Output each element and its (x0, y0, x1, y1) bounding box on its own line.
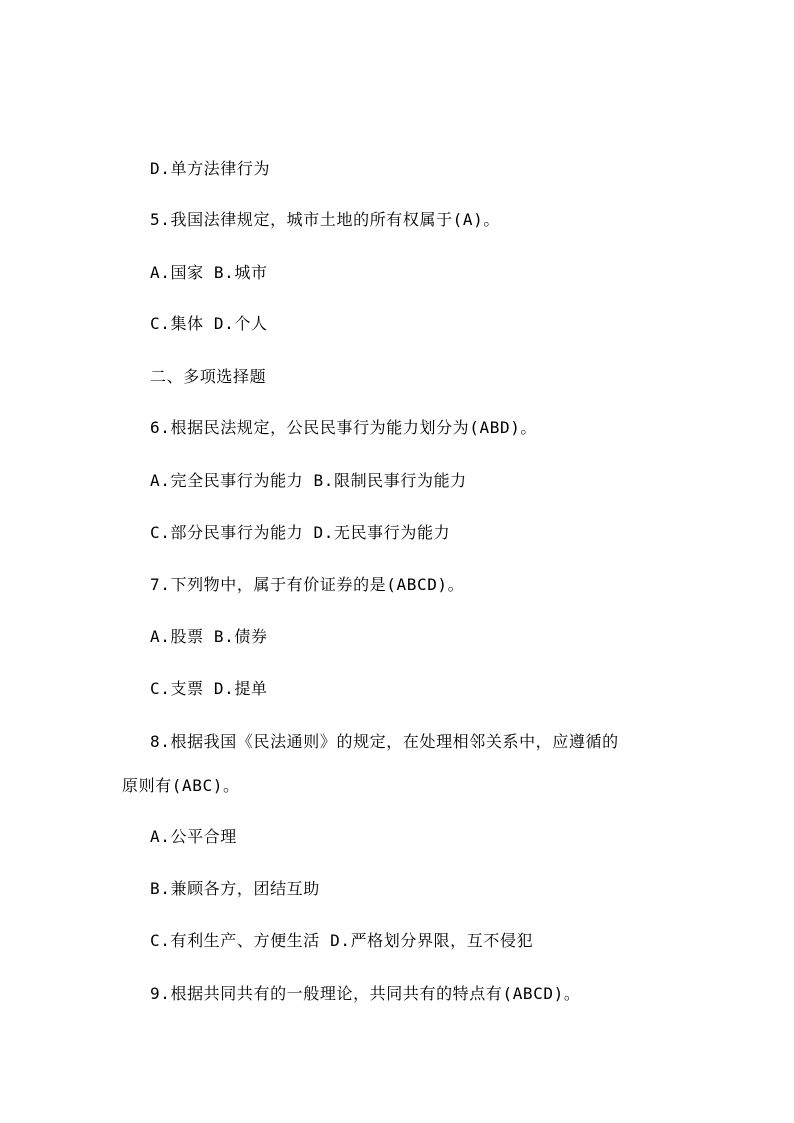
question-7: 7.下列物中，属于有价证券的是(ABCD)。 (150, 575, 465, 594)
question-5: 5.我国法律规定，城市土地的所有权属于(A)。 (150, 210, 500, 229)
question-9: 9.根据共同共有的一般理论，共同共有的特点有(ABCD)。 (150, 984, 581, 1003)
question-8-line-1: 8.根据我国《民法通则》的规定，在处理相邻关系中，应遵循的 (150, 732, 619, 751)
options-cd-q6: C.部分民事行为能力 D.无民事行为能力 (150, 523, 451, 542)
option-a-q8: A.公平合理 (150, 827, 237, 846)
question-6: 6.根据民法规定，公民民事行为能力划分为(ABD)。 (150, 418, 538, 437)
options-cd-q5: C.集体 D.个人 (150, 314, 268, 333)
question-8-line-2: 原则有(ABC)。 (122, 776, 240, 795)
options-cd-q8: C.有利生产、方便生活 D.严格划分界限，互不侵犯 (150, 931, 534, 950)
options-ab-q7: A.股票 B.债券 (150, 627, 268, 646)
section-heading: 二、多项选择题 (150, 367, 267, 386)
option-b-q8: B.兼顾各方，团结互助 (150, 879, 320, 898)
options-cd-q7: C.支票 D.提单 (150, 679, 268, 698)
options-ab-q6: A.完全民事行为能力 B.限制民事行为能力 (150, 471, 467, 490)
options-ab-q5: A.国家 B.城市 (150, 263, 268, 282)
option-d-q4: D.单方法律行为 (150, 159, 271, 178)
